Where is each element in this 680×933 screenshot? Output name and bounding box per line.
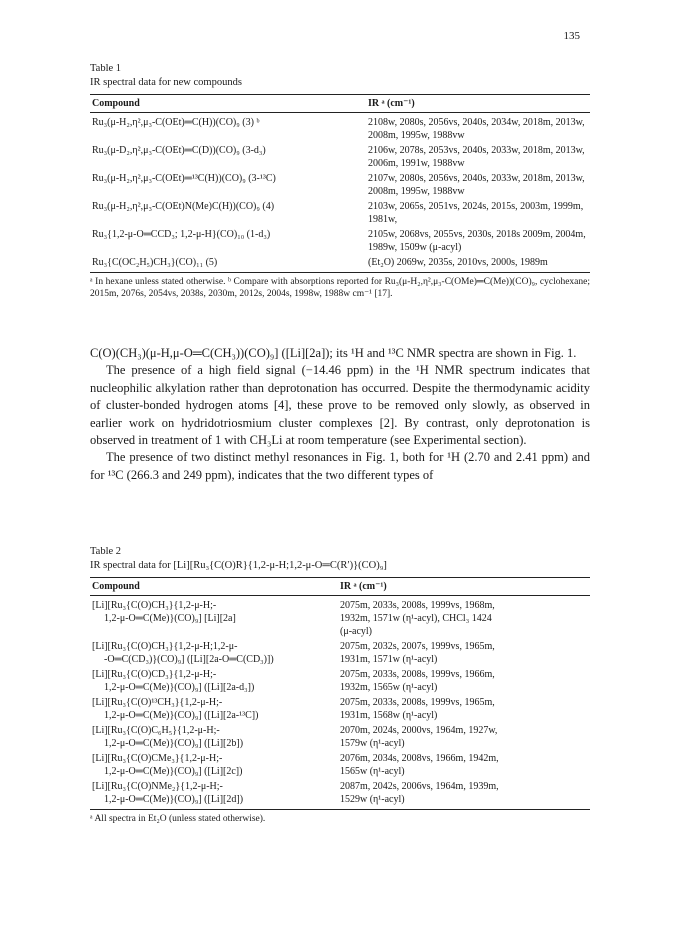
compound-cell [90,779,338,810]
table-row [90,779,590,810]
ir-line: 2075m, 2033s, 2008s, 1999vs, 1966m, [340,669,495,680]
compound-cell: Ru₃(μ-H₂,η²,μ₃-C(OEt)═¹³C(H))(CO)₉ (3-¹³C) [92,173,276,184]
compound-line: -O═C(CD₃)}(CO)₉] ([Li][2a-O═C(CD₃)]) [104,654,274,665]
table1-block [90,62,590,300]
ir-cell [338,779,590,810]
table-row [90,255,590,273]
ir-cell [338,751,590,779]
table-row [90,171,590,199]
ir-cell [338,639,590,667]
table2 [90,577,590,810]
compound-cell: Ru₃(μ-H₂,η²,μ₃-C(OEt)═C(H))(CO)₉ (3) ᵇ [92,117,260,128]
table2-footnote: ᵃ All spectra in Et₂O (unless stated otherwise). [90,814,266,824]
table-row [90,695,590,723]
ir-line: 1932m, 1565w (η¹-acyl) [340,682,438,693]
compound-cell: Ru₃{1,2-μ-O═CCD₃; 1,2-μ-H}(CO)₁₀ (1-d₃) [92,229,271,240]
table1-label: Table 1 [90,63,122,74]
compound-line: [Li][Ru₃{C(O)CMe₃}{1,2-μ-H;- [92,753,223,764]
table1-footnote: ᵃ In hexane unless stated otherwise. ᵇ Compare with absorptions reported for Ru₃(μ-H₂,η²,μ₃-C(OMe)═C(Me))(CO)₉, cyclohexane; 2015m, 2076s, 2054vs, 2038s, 2030m, 2012s, 2004s, 1998w, 1988w cm⁻¹ [17]. [90,277,590,299]
ir-cell: 2103w, 2065s, 2051vs, 2024s, 2015s, 2003m, 1999m, 1981w, [368,201,584,225]
table-row [90,143,590,171]
ir-line: 1931m, 1568w (η¹-acyl) [340,710,438,721]
ir-cell [338,667,590,695]
compound-line: 1,2-μ-O═C(Me)}(CO)₉] [Li][2a] [104,613,236,624]
compound-cell [90,695,338,723]
ir-cell: 2106w, 2078s, 2053vs, 2040s, 2033w, 2018m, 2013w, 2006m, 1991w, 1988vw [368,145,585,169]
compound-line: [Li][Ru₃{C(O)C₆H₅}{1,2-μ-H;- [92,725,220,736]
compound-line: [Li][Ru₃{C(O)CD₃}{1,2-μ-H;- [92,669,217,680]
table-row [90,596,590,640]
ir-line: 2087m, 2042s, 2006vs, 1964m, 1939m, [340,781,499,792]
paragraph: The presence of two distinct methyl resonances in Fig. 1, both for ¹H (2.70 and 2.41 ppm) and for ¹³C (266.3 and 249 ppm), indicates that the two different types of [90,450,590,482]
table-row [90,751,590,779]
table2-header-ir: IR ᵃ (cm⁻¹) [338,578,590,596]
ir-line: 2075m, 2033s, 2008s, 1999vs, 1965m, [340,697,495,708]
table-row [90,723,590,751]
table2-label: Table 2 [90,546,122,557]
compound-cell: Ru₃(μ-D₂,η²,μ₃-C(OEt)═C(D))(CO)₉ (3-d₃) [92,145,266,156]
table1-caption: IR spectral data for new compounds [90,77,242,88]
table1-header-ir: IR ᵃ (cm⁻¹) [366,95,590,113]
compound-line: [Li][Ru₃{C(O)¹³CH₃}{1,2-μ-H;- [92,697,223,708]
table2-header-row [90,578,590,596]
compound-cell: Ru₃(μ-H₂,η²,μ₃-C(OEt)N(Me)C(H))(CO)₉ (4) [92,201,275,212]
ir-cell [338,695,590,723]
table-row [90,227,590,255]
ir-line: 1931m, 1571w (η¹-acyl) [340,654,438,665]
table-row [90,667,590,695]
ir-cell [338,596,590,640]
compound-cell [90,596,338,640]
compound-cell [90,667,338,695]
ir-cell: 2107w, 2080s, 2056vs, 2040s, 2033w, 2018m, 2013w, 2008m, 1995w, 1988vw [368,173,585,197]
compound-line: [Li][Ru₃{C(O)CH₃}{1,2-μ-H;- [92,600,217,611]
paragraph: C(O)(CH₃)(μ-H,μ-O═C(CH₃))(CO)₉] ([Li][2a]); its ¹H and ¹³C NMR spectra are shown in Fig. 1. [90,346,577,360]
ir-line: 2075m, 2033s, 2008s, 1999vs, 1968m, [340,600,495,611]
ir-line: 1529w (η¹-acyl) [340,794,405,805]
ir-cell: (Et₂O) 2069w, 2035s, 2010vs, 2000s, 1989m [366,255,590,273]
compound-cell [90,639,338,667]
compound-cell: Ru₃{C(OC₂H₅)CH₃}(CO)₁₁ (5) [90,255,366,273]
ir-line: (μ-acyl) [340,626,373,637]
table1-header-row [90,95,590,113]
compound-cell [90,723,338,751]
table-row [90,199,590,227]
compound-line: 1,2-μ-O═C(Me)}(CO)₉] ([Li][2a-¹³C]) [104,710,259,721]
table1-header-compound: Compound [90,95,366,113]
table2-caption: IR spectral data for [Li][Ru₃{C(O)R}{1,2-μ-H;1,2-μ-O═C(R′)}(CO)₉] [90,560,387,571]
ir-line: 2076m, 2034s, 2008vs, 1966m, 1942m, [340,753,499,764]
table2-block [90,545,590,825]
compound-line: 1,2-μ-O═C(Me)}(CO)₉] ([Li][2d]) [104,794,244,805]
table-row [90,113,590,144]
ir-cell: 2108w, 2080s, 2056vs, 2040s, 2034w, 2018m, 2013w, 2008m, 1995w, 1988vw [368,117,585,141]
compound-line: 1,2-μ-O═C(Me)}(CO)₉] ([Li][2c]) [104,766,243,777]
compound-cell [90,751,338,779]
compound-line: [Li][Ru₃{C(O)NMe₂}{1,2-μ-H;- [92,781,223,792]
ir-line: 1579w (η¹-acyl) [340,738,405,749]
ir-line: 2070m, 2024s, 2000vs, 1964m, 1927w, [340,725,498,736]
compound-line: 1,2-μ-O═C(Me)}(CO)₉] ([Li][2a-d₃]) [104,682,255,693]
ir-line: 1565w (η¹-acyl) [340,766,405,777]
table2-header-compound: Compound [90,578,338,596]
paragraph: The presence of a high field signal (−14.46 ppm) in the ¹H NMR spectrum indicates that nucleophilic alkylation rather than deprotonation has occurred. Despite the thermodynamic acidity of cluster-bonded hydrogen atoms [4], these prove to be removed only slowly, as observed in earlier work on hydridotriosmium cluster complexes [2]. By contrast, only deprotonation is observed in treatment of 1 with CH₃Li at room temperature (see Experimental section). [90,363,590,448]
table1 [90,94,590,273]
table-row [90,639,590,667]
compound-line: 1,2-μ-O═C(Me)}(CO)₉] ([Li][2b]) [104,738,244,749]
ir-cell: 2105w, 2068vs, 2055vs, 2030s, 2018s 2009m, 2004m, 1989w, 1509w (μ-acyl) [368,229,586,253]
body-text [90,345,590,484]
page-number: 135 [563,30,580,42]
ir-line: 2075m, 2032s, 2007s, 1999vs, 1965m, [340,641,495,652]
ir-line: 1932m, 1571w (η¹-acyl), CHCl₃ 1424 [340,613,492,624]
ir-cell [338,723,590,751]
compound-line: [Li][Ru₃{C(O)CH₃}{1,2-μ-H;1,2-μ- [92,641,238,652]
